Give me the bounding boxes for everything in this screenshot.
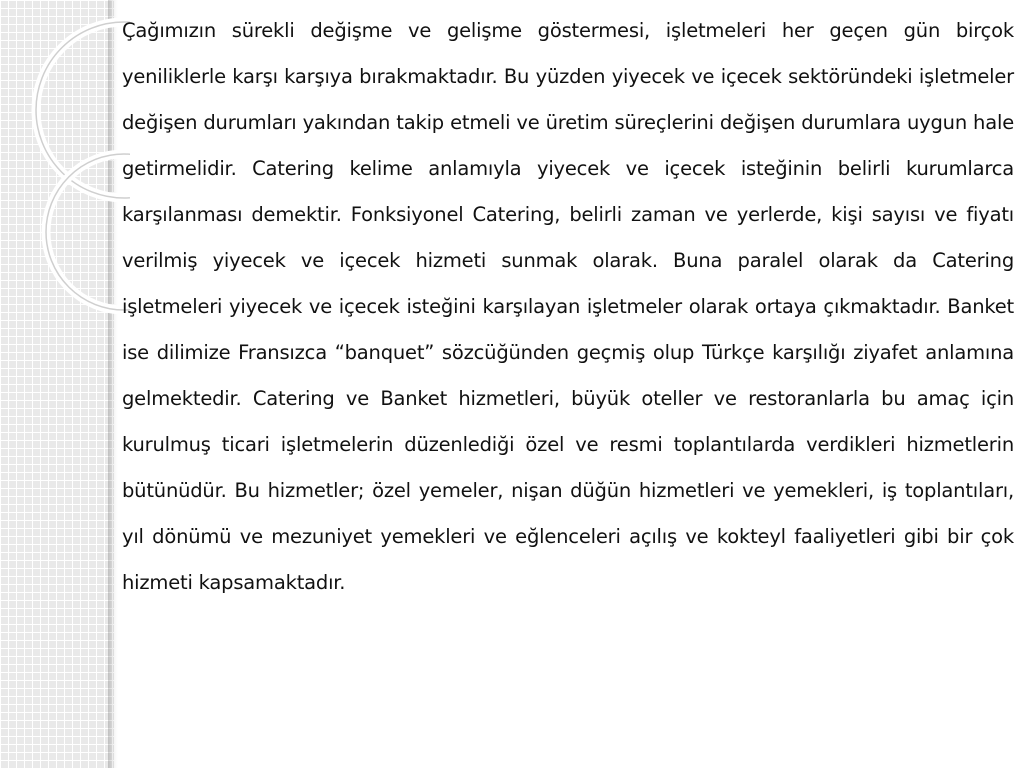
panel-shadow: [108, 0, 118, 768]
decorative-grid-panel: [0, 0, 114, 768]
body-paragraph: Çağımızın sürekli değişme ve gelişme göstermesi, işletmeleri her geçen gün birçok yeniliklerle karşı karşıya bırakmaktadır. Bu yüzden yiyecek ve içecek sektöründeki işletmeler değişen durumları yakından takip etmeli ve üretim süreçlerini değişen durumlara uygun hale getirmelidir. Catering kelime anlamıyla yiyecek ve içecek isteğinin belirli kurumlarca karşılanması demektir. Fonksiyonel Catering, belirli zaman ve yerlerde, kişi sayısı ve fiyatı verilmiş yiyecek ve içecek hizmeti sunmak olarak. Buna paralel olarak da Catering işletmeleri yiyecek ve içecek isteğini karşılayan işletmeler olarak ortaya çıkmaktadır. Banket ise dilimize Fransızca “banquet” sözcüğünden geçmiş olup Türkçe karşılığı ziyafet anlamına gelmektedir. Catering ve Banket hizmetleri, büyük oteller ve restoranlarla bu amaç için kurulmuş ticari işletmelerin düzenlediği özel ve resmi toplantılarda verdikleri hizmetlerin bütünüdür. Bu hizmetler; özel yemeler, nişan düğün hizmetleri ve yemekleri, iş toplantıları, yıl dönümü ve mezuniyet yemekleri ve eğlenceleri açılış ve kokteyl faaliyetleri gibi bir çok hizmeti kapsamaktadır.: [122, 19, 1014, 594]
